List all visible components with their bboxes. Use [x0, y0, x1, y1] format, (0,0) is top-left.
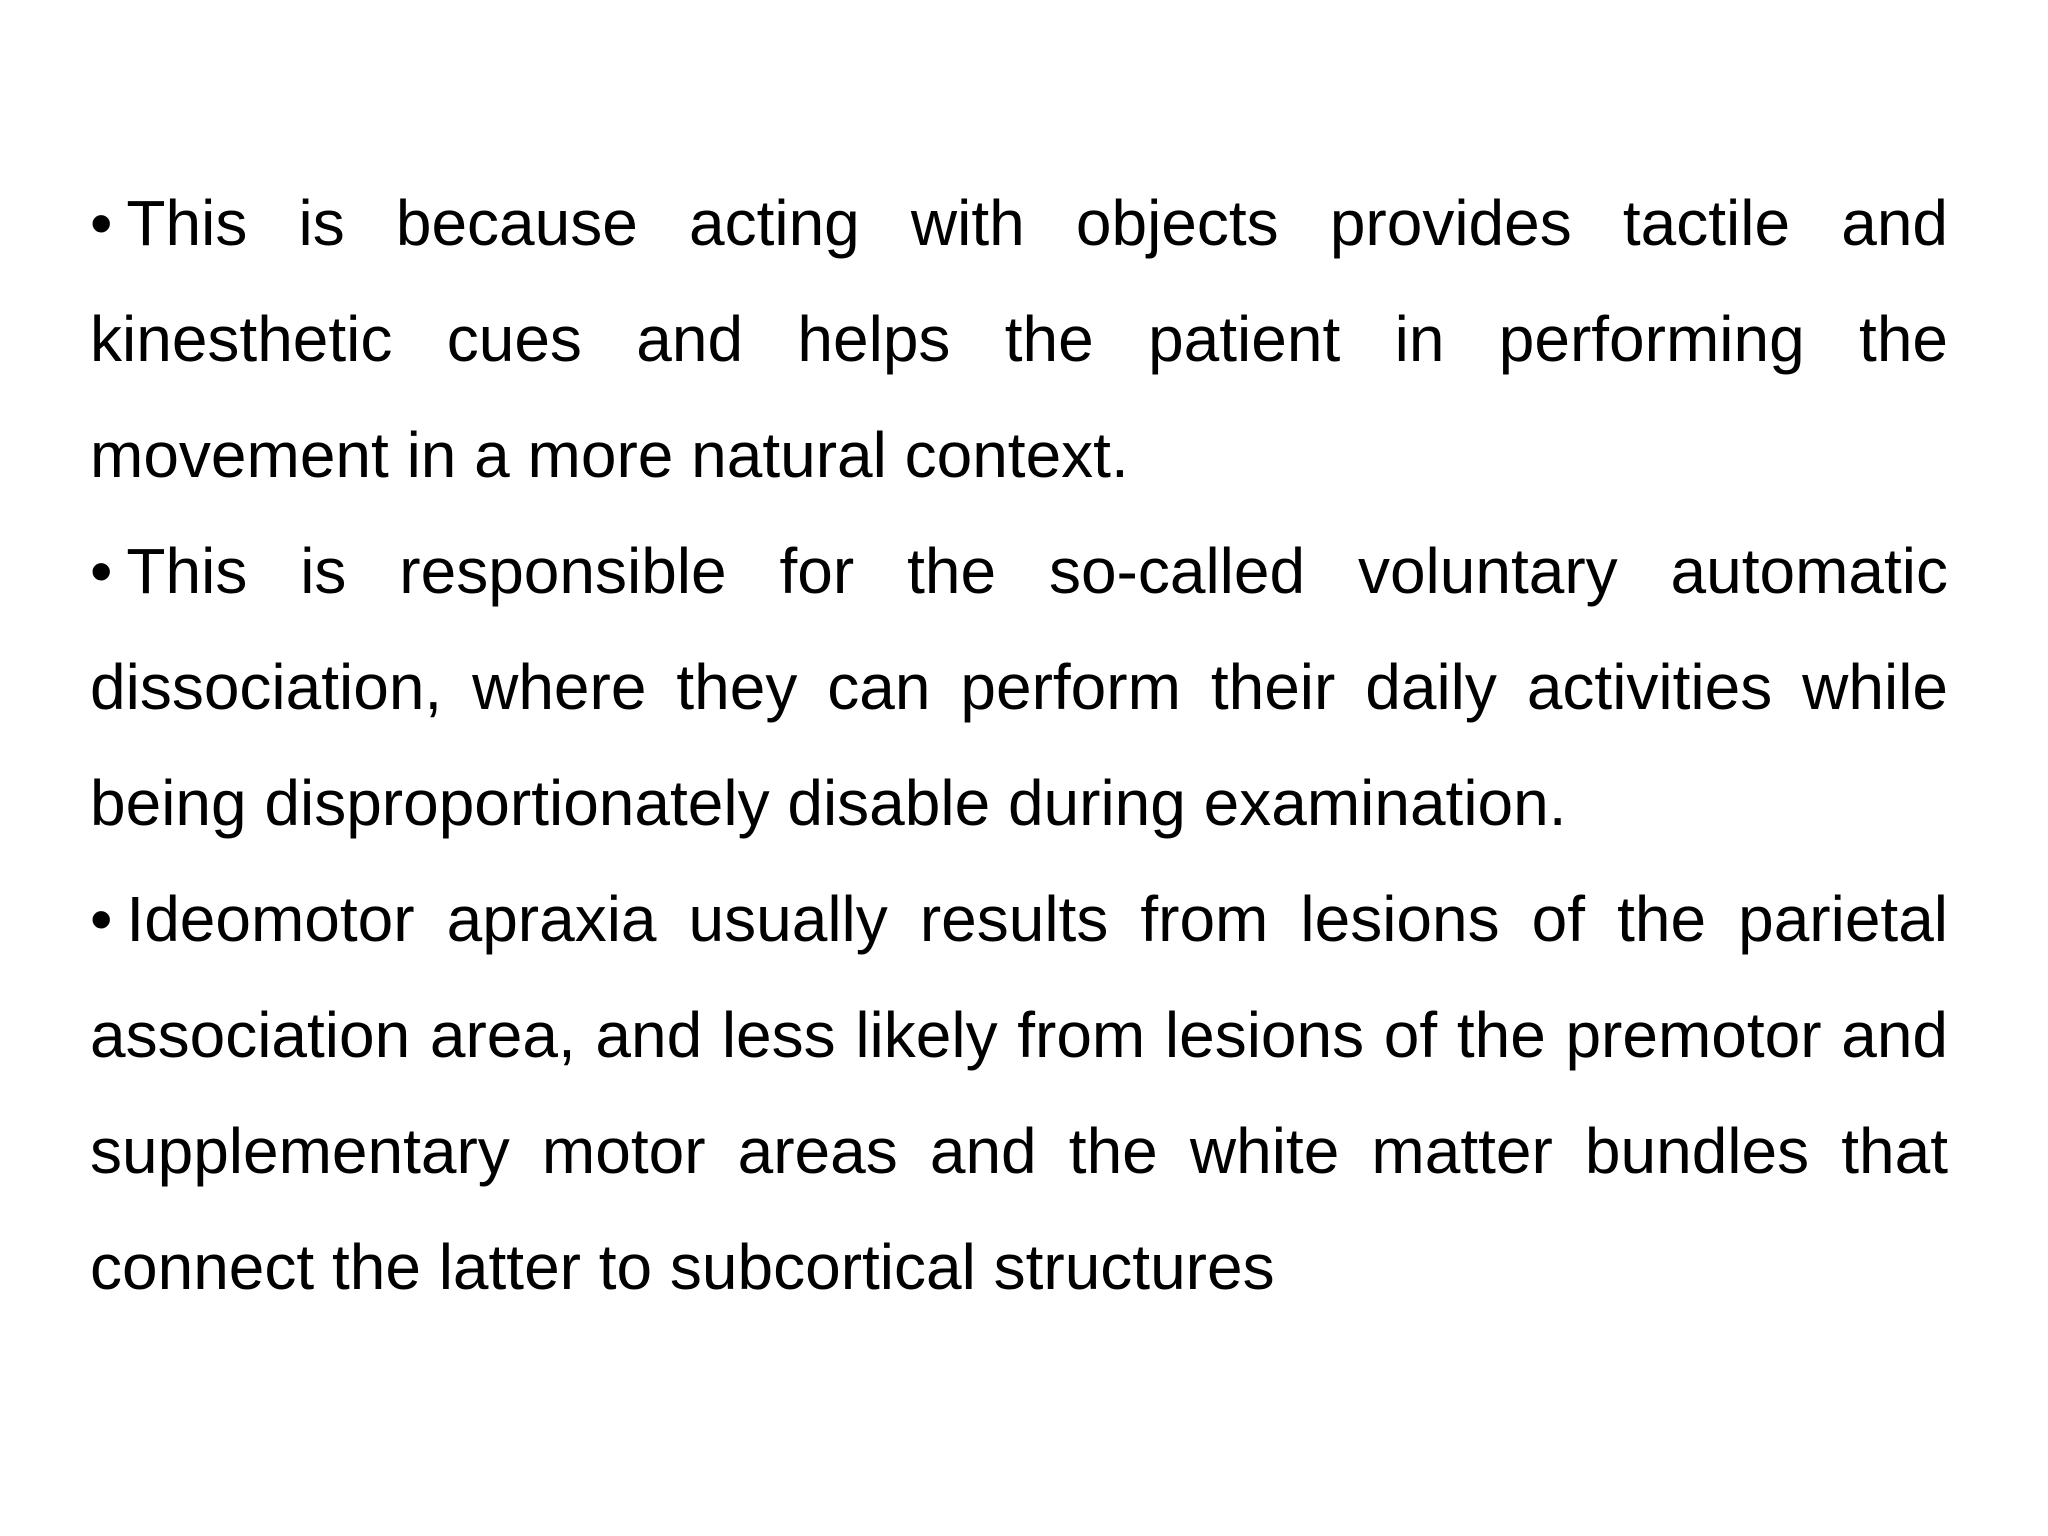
bullet-text: This is because acting with objects provides tactile and kinesthetic cues and helps the patient in performing the movement in a more natural context.	[90, 187, 1948, 491]
bullet-item	[90, 861, 1948, 1325]
bullet-item	[90, 513, 1948, 861]
bullet-list	[90, 165, 1948, 1325]
bullet-dot: •	[90, 883, 113, 955]
bullet-dot: •	[90, 187, 113, 259]
bullet-text: Ideomotor apraxia usually results from lesions of the parietal association area, and less likely from lesions of the premotor and supplementary motor areas and the white matter bundles that connect the latter to subcortical structures	[90, 883, 1948, 1303]
bullet-text: This is responsible for the so-called voluntary automatic dissociation, where they can perform their daily activities while being disproportionately disable during examination.	[90, 535, 1948, 839]
bullet-dot: •	[90, 535, 113, 607]
bullet-item	[90, 165, 1948, 513]
